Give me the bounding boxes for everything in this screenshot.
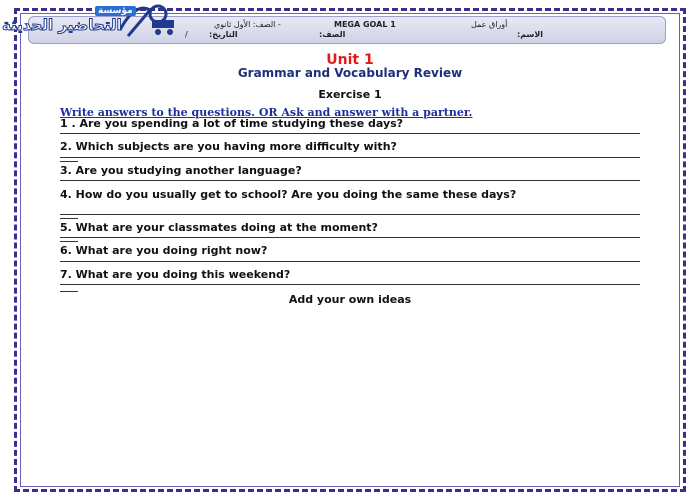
question-7: 7. What are you doing this weekend? [60,268,291,281]
name-label: الاسم: [517,30,544,39]
section-title: Grammar and Vocabulary Review [237,66,463,80]
answer-line-short [60,241,78,242]
instructions: Write answers to the questions. OR Ask and answer with a partner. [60,106,473,119]
publisher-logo [0,0,186,46]
question-1: 1 . Are you spending a lot of time studying these days? [60,117,404,130]
logo-main-text: التحاضير الحديثة [2,16,122,34]
question-6: 6. What are you doing right now? [60,244,268,257]
answer-line-short [60,218,78,219]
book-title: MEGA GOAL 1 [334,20,396,29]
exercise-title: Exercise 1 [318,88,382,101]
answer-line [60,157,640,158]
answer-line [60,261,640,262]
question-4: 4. How do you usually get to school? Are you doing the same these days? [60,188,517,201]
question-2: 2. Which subjects are you having more difficulty with? [60,140,397,153]
worksheets-label: أوراق عمل [471,20,508,29]
answer-line [60,214,640,215]
question-5: 5. What are your classmates doing at the moment? [60,221,378,234]
class-label: الصف: [319,30,346,39]
answer-line [60,133,640,134]
grade-label: - الصف: الأول ثانوي [214,20,281,29]
answer-line [60,180,640,181]
unit-title: Unit 1 [326,52,374,68]
add-own-ideas: Add your own ideas [288,293,412,306]
date-separator: / [185,30,188,39]
logo-small-text: مؤسسة [95,6,136,16]
answer-line-short [60,291,78,292]
answer-line-short [60,161,78,162]
answer-line [60,237,640,238]
question-3: 3. Are you studying another language? [60,164,302,177]
date-label: التاريخ: [209,30,238,39]
answer-line [60,284,640,285]
